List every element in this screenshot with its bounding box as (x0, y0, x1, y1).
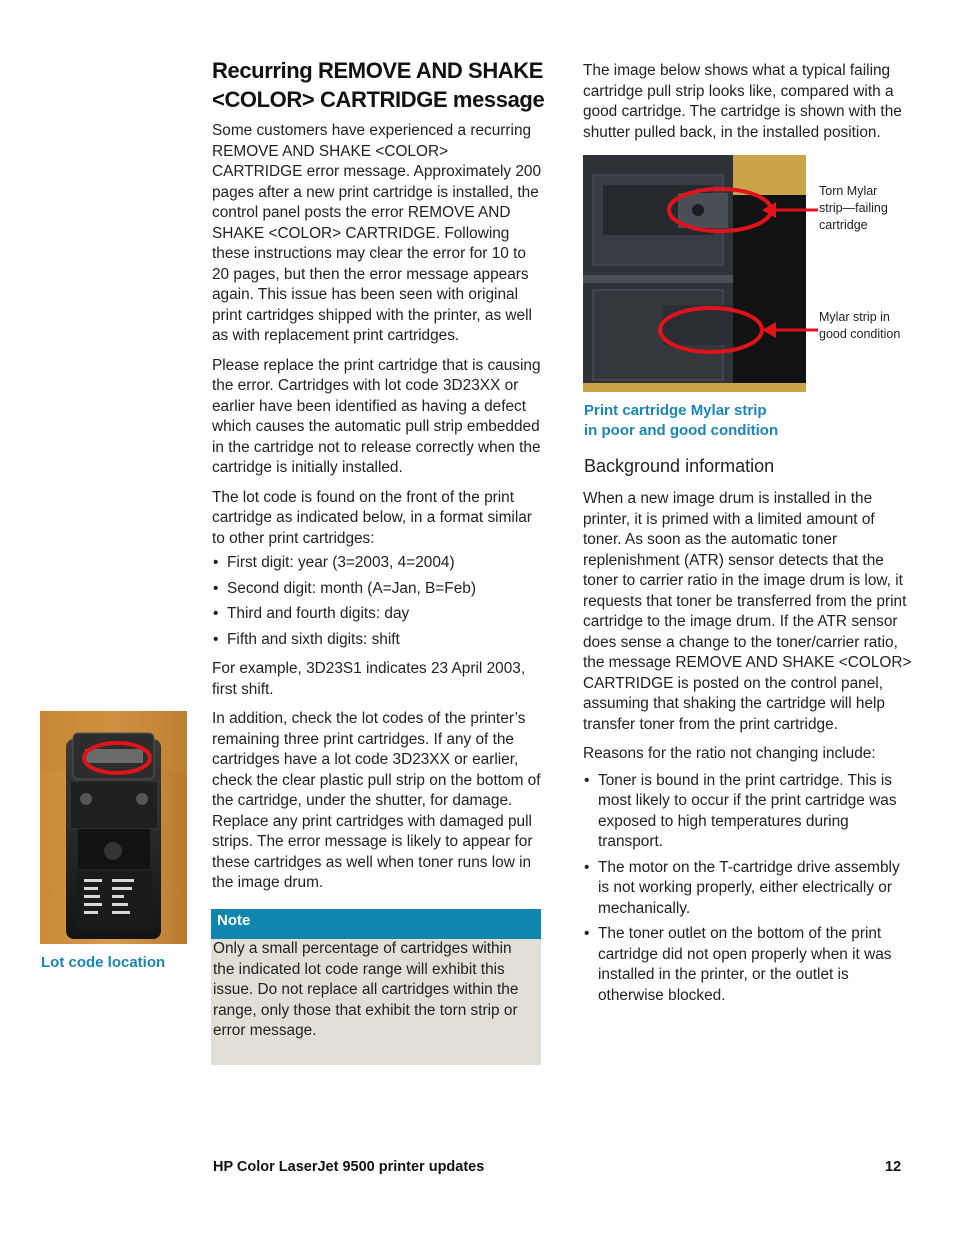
list-item: • Second digit: month (A=Jan, B=Feb) (212, 579, 542, 600)
reasons-paragraph: Reasons for the ratio not changing include: (583, 745, 876, 762)
lot-code-photo-illustration (40, 711, 187, 944)
arrow-icon (762, 322, 818, 338)
list-item: • The toner outlet on the bottom of the print cartridge did not open properly when it was installed in the printer, or the outlet is otherwise blocked. (583, 924, 913, 1006)
lot-code-paragraph: The lot code is found on the front of the print cartridge as indicated below, in a format similar to other print cartridges: (212, 488, 532, 547)
background-paragraph: When a new image drum is installed in the printer, it is primed with a limited amount of toner. As soon as the automatic toner replenishment (ATR) sensor detects that the toner to carrier ratio in the image drum is low, it requests that toner be transferred from the print cartridge to the image drum. If the ATR sensor does sense a change to the toner/carrier ratio, the message REMOVE AND SHAKE <COLOR> CARTRIDGE is posted on the control panel, assuming that shaking the cartridge will help transfer toner from the print cartridge. (583, 490, 912, 733)
note-text: Only a small percentage of cartridges within the indicated lot code range will exhibit this issue. Do not replace all cartridges within the range, only those that exhibit the torn strip or error message. (213, 940, 519, 1039)
note-box (211, 909, 541, 1065)
torn-strip-label: Torn Mylar strip—failing cartridge (819, 184, 888, 232)
lot-code-photo (40, 711, 187, 944)
intro-paragraph: Some customers have experienced a recurring REMOVE AND SHAKE <COLOR> CARTRIDGE error message. Approximately 200 pages after a new print cartridge is installed, the control panel posts the error REMOVE AND SHAKE <COLOR> CARTRIDGE. Following these instructions may clear the error for 10 to 20 pages, but then the error message appears again. This issue has been seen with original print cartridges shipped with the printer, as well as with replacement print cartridges. (212, 122, 542, 344)
reasons-list (583, 771, 913, 1007)
note-heading: Note (211, 909, 541, 939)
replace-paragraph: Please replace the print cartridge that is causing the error. Cartridges with lot code 3D23XX or earlier have been identified as having a defect which causes the automatic pull strip embedded in the cartridge not to release correctly when the cartridge is initially installed. (212, 356, 541, 476)
list-item: • Fifth and sixth digits: shift (212, 630, 542, 651)
good-strip-label: Mylar strip in good condition (819, 310, 901, 341)
list-item: • Toner is bound in the print cartridge. This is most likely to occur if the print cartridge was exposed to high temperatures during transport. (583, 771, 913, 853)
mylar-caption: Print cartridge Mylar strip in poor and good condition (584, 402, 779, 439)
right-intro (583, 61, 913, 152)
arrow-icon (762, 202, 818, 218)
lot-code-caption: Lot code location (41, 954, 166, 971)
page-title: Recurring REMOVE AND SHAKE <COLOR> CARTRIDGE message (212, 58, 545, 112)
page-number: 12 (885, 1159, 902, 1175)
list-item: • First digit: year (3=2003, 4=2004) (212, 553, 542, 574)
note-body (211, 939, 541, 1065)
footer-title: HP Color LaserJet 9500 printer updates (213, 1159, 485, 1175)
image-intro-paragraph: The image below shows what a typical failing cartridge pull strip looks like, compared with a good cartridge. The cartridge is shown with the shutter pulled back, in the installed position. (583, 62, 902, 141)
left-column (212, 121, 542, 903)
list-item: • Third and fourth digits: day (212, 604, 542, 625)
arrow-icons (760, 190, 820, 390)
list-item: • The motor on the T-cartridge drive assembly is not working properly, either electrically or mechanically. (583, 858, 913, 920)
example-paragraph: For example, 3D23S1 indicates 23 April 2003, first shift. (212, 660, 526, 698)
lot-code-format-list (212, 553, 542, 650)
right-column (583, 489, 913, 1015)
check-paragraph: In addition, check the lot codes of the printer’s remaining three print cartridges. If any of the cartridges have a lot code 3D23XX or earlier, check the clear plastic pull strip on the bottom of the cartridge, under the shutter, for damage. Replace any print cartridges with damaged pull strips. The error message is likely to appear for these cartridges as well when toner runs low in the image drum. (212, 710, 541, 891)
background-heading: Background information (584, 456, 775, 476)
